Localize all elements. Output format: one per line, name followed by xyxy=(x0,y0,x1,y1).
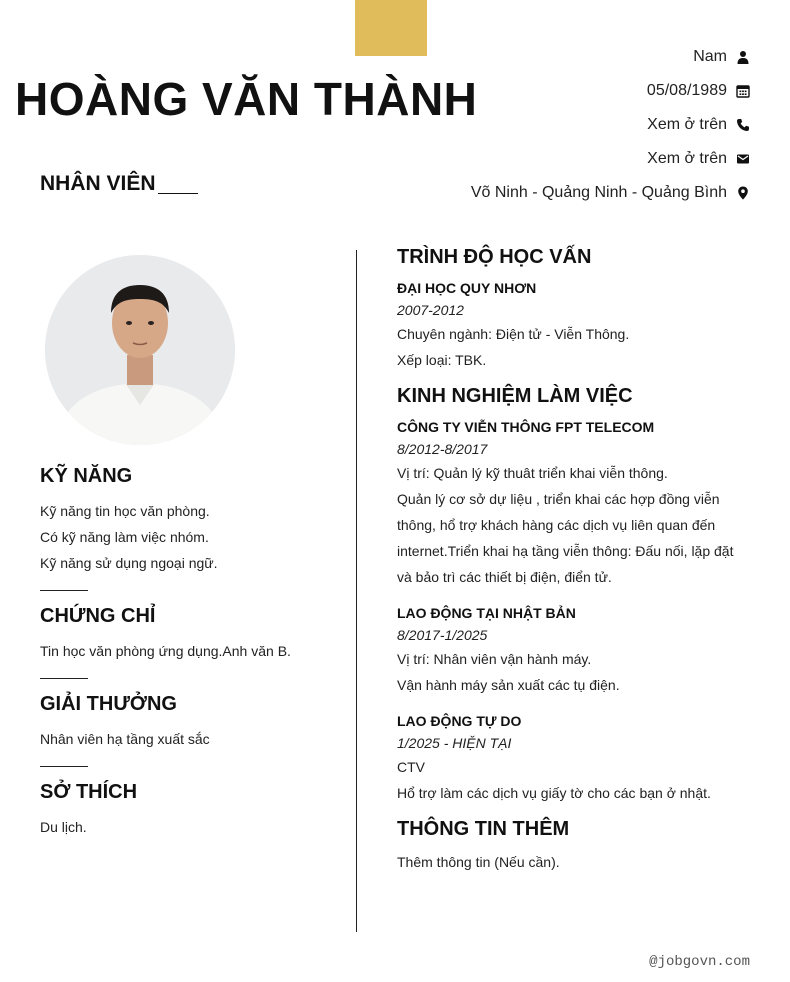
watermark: @jobgovn.com xyxy=(649,954,750,970)
contact-address xyxy=(471,176,750,210)
entry-date: 1/2025 - HIỆN TẠI xyxy=(397,735,512,751)
entry-line: và bảo trì các thiết bị điện, điển tử. xyxy=(397,569,612,585)
extra-info-title: THÔNG TIN THÊM xyxy=(397,818,570,840)
section-rule xyxy=(40,766,88,767)
section-rule xyxy=(40,678,88,679)
job-title-text: NHÂN VIÊN xyxy=(40,172,156,195)
extra-info-section xyxy=(397,818,742,875)
experience-entry xyxy=(397,602,742,698)
awards-line: Nhân viên hạ tầng xuất sắc xyxy=(40,731,210,747)
entry-org: ĐẠI HỌC QUY NHƠN xyxy=(397,280,537,296)
phone-icon xyxy=(736,118,750,132)
experience-section xyxy=(397,385,742,806)
contact-birthdate xyxy=(471,74,750,108)
avatar xyxy=(45,255,235,445)
certificates-line: Tin học văn phòng ứng dụng.Anh văn B. xyxy=(40,643,291,659)
entry-org: LAO ĐỘNG TỰ DO xyxy=(397,713,522,729)
education-section xyxy=(397,246,742,373)
candidate-name: HOÀNG VĂN THÀNH xyxy=(15,73,478,125)
hobbies-section xyxy=(40,781,330,840)
entry-line: Quản lý cơ sở dự liệu , triển khai các hợp đồng viễn xyxy=(397,491,720,507)
experience-entry xyxy=(397,710,742,806)
entry-org: LAO ĐỘNG TẠI NHẬT BẢN xyxy=(397,605,576,621)
entry-line: Xếp loại: TBK. xyxy=(397,352,487,368)
certificates-title: CHỨNG CHỈ xyxy=(40,605,156,627)
contact-phone xyxy=(471,108,750,142)
hobbies-line: Du lịch. xyxy=(40,819,87,835)
certificates-section xyxy=(40,605,330,664)
awards-title: GIẢI THƯỞNG xyxy=(40,693,177,715)
right-column xyxy=(397,246,742,883)
job-title-underline xyxy=(158,193,198,194)
section-rule xyxy=(40,590,88,591)
person-icon xyxy=(736,50,750,64)
skills-title: KỸ NĂNG xyxy=(40,465,133,487)
entry-line: CTV xyxy=(397,759,425,775)
entry-line: Hổ trợ làm các dịch vụ giấy tờ cho các bạn ở nhật. xyxy=(397,785,711,801)
extra-info-line: Thêm thông tin (Nếu cần). xyxy=(397,854,560,870)
contact-info xyxy=(471,40,750,210)
column-divider xyxy=(356,250,357,932)
contact-gender xyxy=(471,40,750,74)
entry-line: Vị trí: Nhân viên vận hành máy. xyxy=(397,651,592,667)
contact-birthdate-value: 05/08/1989 xyxy=(646,82,727,99)
contact-phone-value: Xem ở trên xyxy=(647,116,727,133)
education-title: TRÌNH ĐỘ HỌC VẤN xyxy=(397,246,592,268)
location-icon xyxy=(736,186,750,200)
entry-line: Chuyên ngành: Điện tử - Viễn Thông. xyxy=(397,326,630,342)
accent-block xyxy=(355,0,427,56)
skills-section xyxy=(40,465,330,576)
entry-line: Vận hành máy sản xuất các tụ điện. xyxy=(397,677,620,693)
job-title xyxy=(40,172,198,196)
contact-gender-value: Nam xyxy=(693,48,727,65)
email-icon xyxy=(736,152,750,166)
education-entry xyxy=(397,277,742,373)
entry-line: internet.Triển khai hạ tầng viễn thông: Đấu nối, lặp đặt xyxy=(397,543,734,559)
experience-entry xyxy=(397,416,742,590)
contact-email xyxy=(471,142,750,176)
contact-email-value: Xem ở trên xyxy=(647,150,727,167)
skills-line: Kỹ năng sử dụng ngoại ngữ. xyxy=(40,555,218,571)
contact-address-value: Võ Ninh - Quảng Ninh - Quảng Bình xyxy=(470,184,727,201)
awards-section xyxy=(40,693,330,752)
skills-line: Có kỹ năng làm việc nhóm. xyxy=(40,529,209,545)
entry-org: CÔNG TY VIỄN THÔNG FPT TELECOM xyxy=(397,419,655,435)
entry-date: 8/2017-1/2025 xyxy=(397,627,488,643)
skills-line: Kỹ năng tin học văn phòng. xyxy=(40,503,210,519)
entry-line: thông, hổ trợ khách hàng các dịch vụ liên quan đến xyxy=(397,517,716,533)
entry-date: 8/2012-8/2017 xyxy=(397,441,488,457)
left-column xyxy=(40,465,330,840)
entry-date: 2007-2012 xyxy=(397,302,464,318)
calendar-icon xyxy=(736,84,750,98)
experience-title: KINH NGHIỆM LÀM VIỆC xyxy=(397,385,633,407)
hobbies-title: SỞ THÍCH xyxy=(40,781,138,803)
entry-line: Vị trí: Quản lý kỹ thuât triển khai viễn thông. xyxy=(397,465,668,481)
